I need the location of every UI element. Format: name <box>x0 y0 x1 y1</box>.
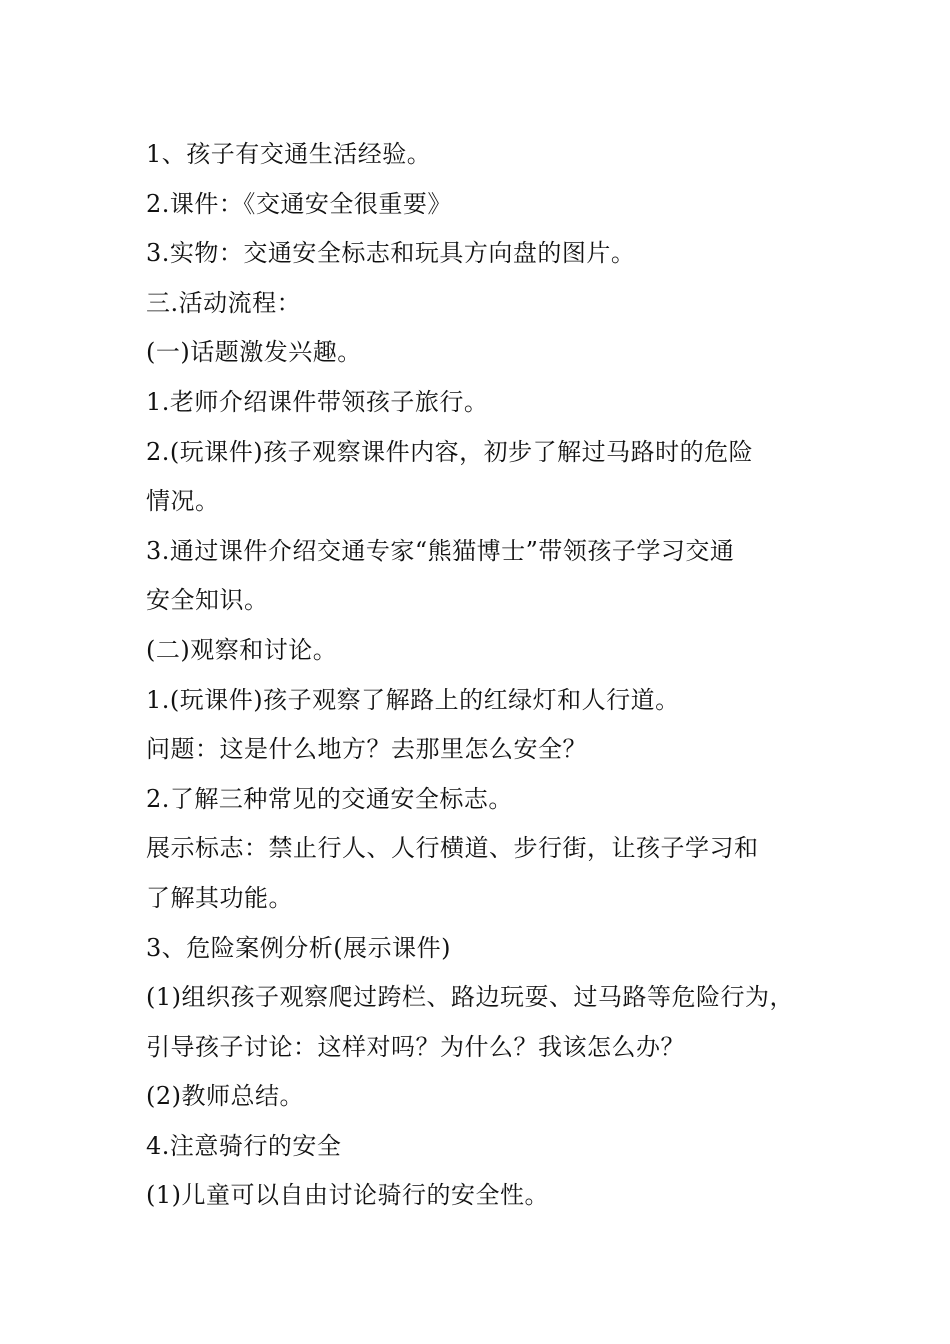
text-line: 3、危险案例分析(展示课件) <box>146 933 451 962</box>
text-line: 1、孩子有交通生活经验。 <box>146 140 432 168</box>
text-line: 2.课件：《交通安全很重要》 <box>146 189 452 218</box>
text-line: 3.实物：交通安全标志和玩具方向盘的图片。 <box>146 239 636 268</box>
document-body <box>146 130 816 1221</box>
text-line: 1.(玩课件)孩子观察了解路上的红绿灯和人行道。 <box>146 685 680 714</box>
text-line: 4.注意骑行的安全 <box>146 1131 342 1160</box>
text-line: (1)组织孩子观察爬过跨栏、路边玩耍、过马路等危险行为， <box>146 983 794 1012</box>
text-line: (1)儿童可以自由讨论骑行的安全性。 <box>146 1181 549 1210</box>
text-line: 2.(玩课件)孩子观察课件内容，初步了解过马路时的危险 <box>146 437 754 466</box>
text-line: 问题：这是什么地方？去那里怎么安全？ <box>146 735 587 764</box>
text-line: 2.了解三种常见的交通安全标志。 <box>146 784 513 813</box>
text-line: 3.通过课件介绍交通专家“熊猫博士”带领孩子学习交通 <box>146 536 735 565</box>
text-line: (2)教师总结。 <box>146 1082 304 1111</box>
text-line: 引导孩子讨论：这样对吗？为什么？我该怎么办？ <box>146 1032 685 1061</box>
text-line: 了解其功能。 <box>146 883 293 912</box>
text-line: 展示标志：禁止行人、人行横道、步行街，让孩子学习和 <box>146 834 759 863</box>
text-line: 1.老师介绍课件带领孩子旅行。 <box>146 387 489 416</box>
section-heading: 三.活动流程： <box>146 288 302 317</box>
subsection-heading: (一)话题激发兴趣。 <box>146 338 362 367</box>
text-line: 安全知识。 <box>146 586 269 615</box>
text-line: 情况。 <box>146 487 220 516</box>
subsection-heading: (二)观察和讨论。 <box>146 635 338 664</box>
